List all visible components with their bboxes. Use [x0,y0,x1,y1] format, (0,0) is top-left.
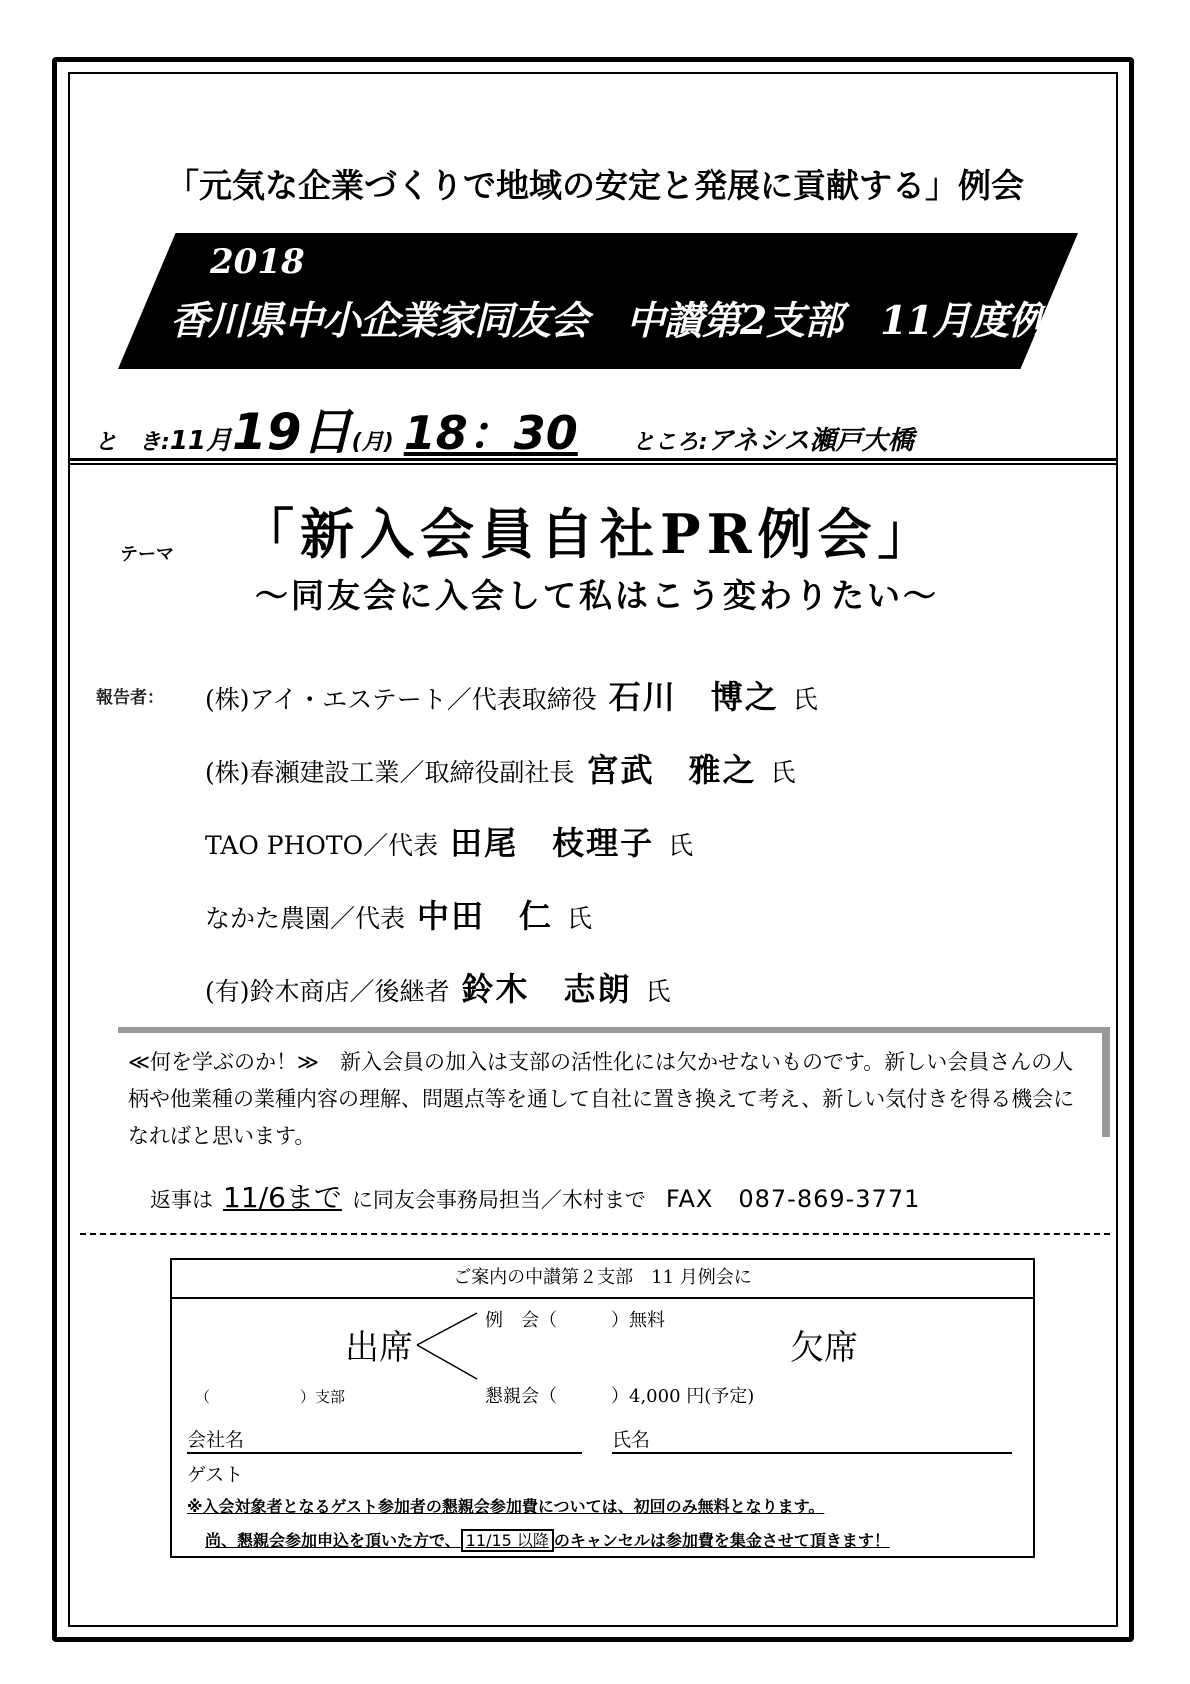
form-heading: ご案内の中讃第２支部 11 月例会に [453,1267,752,1288]
attend-option[interactable]: 出席 [345,1328,413,1368]
reporter-4 [205,891,592,937]
reply-prefix: 返事は [150,1188,213,1212]
reporter-name: 中田 仁 [417,897,554,935]
reporter-5 [205,964,671,1010]
day: 19 [232,403,302,461]
learning-shade-top [118,1027,1108,1033]
reporter-3 [205,818,693,864]
day-unit: 日 [301,403,352,461]
reporter-org: TAO PHOTO／代表 [205,831,439,860]
place-label: ところ: [632,430,708,455]
reporter-1 [205,672,818,718]
when-label: と き: [95,430,170,455]
reporter-name: 石川 博之 [608,678,779,716]
reporter-name: 鈴木 志朗 [461,970,632,1008]
sub-headline: 「元気な企業づくりで地域の安定と発展に貢献する」例会 [166,166,1024,205]
cancel-date: 11/15 以降 [461,1529,554,1552]
place: アネシス瀬戸大橋 [707,426,914,456]
konshinkai-option[interactable]: 懇親会（ ）4,000 円(予定) [485,1386,755,1407]
reporter-honorific: 氏 [668,831,694,860]
reply-deadline: 11/6まで [223,1181,342,1214]
reporter-org: なかた農園／代表 [205,904,406,933]
reikai-option[interactable]: 例 会（ ）無料 [485,1310,665,1331]
schedule-row [95,392,914,464]
reply-middle: に同友会事務局担当／木村まで [351,1188,646,1212]
guest-label: ゲスト [187,1464,244,1486]
reply-line [150,1176,920,1216]
bracket-lines [415,1305,495,1385]
time: 18：30 [403,406,578,460]
reporter-honorific: 氏 [792,685,818,714]
company-label: 会社名 [187,1429,245,1451]
name-field[interactable] [612,1452,1012,1454]
cut-line [80,1233,1110,1235]
double-rule [68,458,1118,465]
month-unit: 月 [206,426,233,456]
banner-title: 香川県中小企業家同友会 中讃第2支部 11月度例会 [170,298,1085,344]
learning-shade-side [1102,1027,1110,1137]
theme-title: 「新入会員自社PR例会」 [240,502,938,566]
cancel-note-suffix: のキャンセルは参加費を集金させて頂きます！ [553,1531,890,1550]
reporter-name: 田尾 枝理子 [450,824,655,862]
branch-field[interactable]: （ ）支部 [195,1388,346,1406]
reporter-honorific: 氏 [770,758,796,787]
reporter-name: 宮武 雅之 [586,751,757,789]
theme-subtitle: ～同友会に入会して私はこう変わりたい～ [255,576,939,615]
learning-text: ≪何を学ぶのか！≫ 新入会員の加入は支部の活性化には欠かせないものです。新しい会員さんの人柄や他業種の業種内容の理解、問題点等を通して自社に置き換えて考え、新しい気付きを得る機会になればと思います。 [128,1050,1075,1148]
weekday: (月) [351,430,394,455]
absent-option[interactable]: 欠席 [790,1328,858,1368]
name-label: 氏名 [612,1429,651,1451]
guest-fee-note: ※入会対象者となるゲスト参加者の懇親会参加費については、初回のみ無料となります。 [187,1497,825,1516]
theme-label: テーマ [120,544,174,565]
cancel-note [205,1528,890,1551]
reporter-honorific: 氏 [645,977,671,1006]
reporter-org: (株)アイ・エステート／代表取締役 [205,685,597,714]
cancel-note-prefix: 尚、懇親会参加申込を頂いた方で、 [205,1531,461,1550]
reporter-org: (有)鈴木商店／後継者 [205,977,450,1006]
reporter-org: (株)春瀬建設工業／取締役副社長 [205,758,575,787]
fax-number: FAX 087-869-3771 [665,1185,921,1213]
reporter-honorific: 氏 [567,904,593,933]
company-field[interactable] [187,1452,582,1454]
form-header-divider [170,1297,1035,1299]
reporters-label: 報告者： [96,688,164,708]
month: 11 [169,426,206,456]
banner-year: 2018 [210,242,305,282]
reporter-2 [205,745,796,791]
